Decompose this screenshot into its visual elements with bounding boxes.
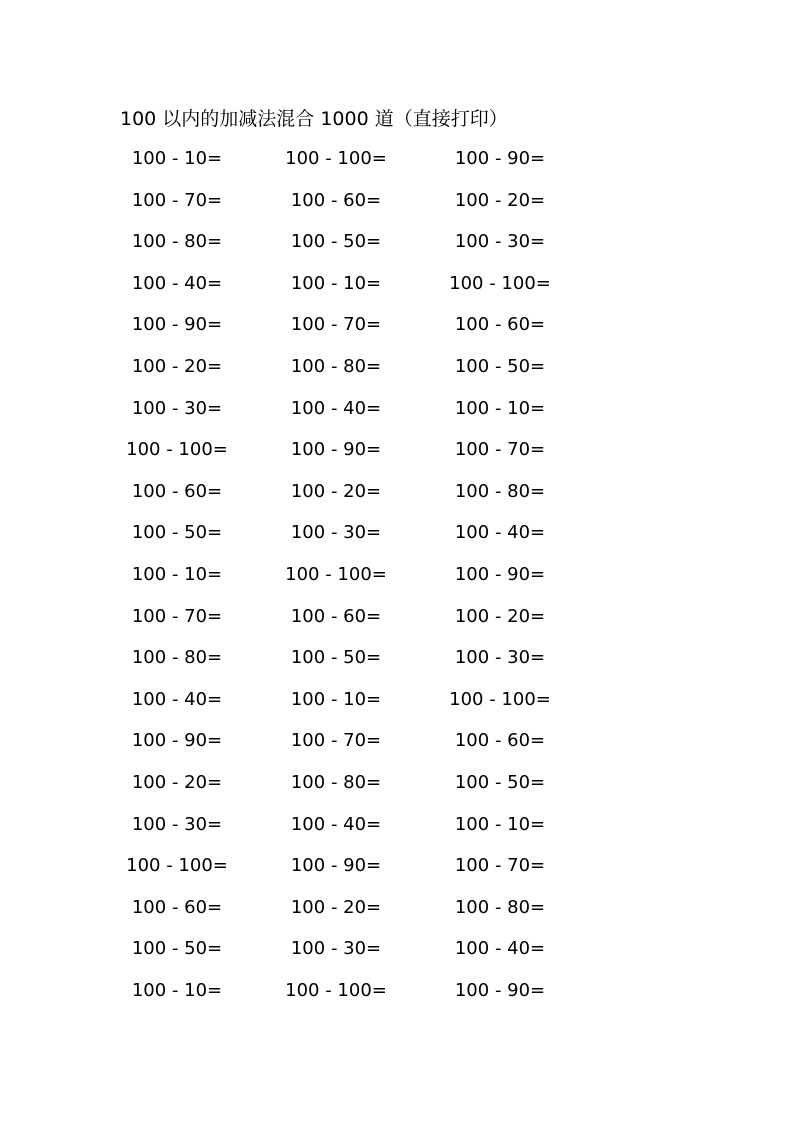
problem-row <box>0 895 794 937</box>
problem-cell: 100 - 80= <box>131 647 223 669</box>
problem-cell: 100 - 80= <box>131 231 223 253</box>
problem-row <box>0 645 794 687</box>
problem-cell: 100 - 40= <box>454 522 546 544</box>
problem-cell: 100 - 60= <box>454 730 546 752</box>
problem-cell: 100 - 90= <box>131 314 223 336</box>
problem-cell: 100 - 20= <box>131 355 223 377</box>
problem-row <box>0 687 794 729</box>
problem-cell: 100 - 100= <box>126 855 228 877</box>
problem-grid <box>0 146 794 1019</box>
problem-cell: 100 - 70= <box>131 605 223 627</box>
problem-cell: 100 - 100= <box>285 148 387 169</box>
problem-row <box>0 354 794 396</box>
problem-cell: 100 - 30= <box>131 813 223 835</box>
problem-row <box>0 479 794 521</box>
problem-cell: 100 - 60= <box>454 314 546 336</box>
problem-row <box>0 520 794 562</box>
problem-cell: 100 - 100= <box>449 688 551 710</box>
problem-row <box>0 271 794 313</box>
problem-cell: 100 - 100= <box>285 979 387 1001</box>
problem-cell: 100 - 10= <box>131 563 223 585</box>
problem-cell: 100 - 90= <box>454 979 546 1001</box>
problem-cell: 100 - 90= <box>290 439 382 461</box>
problem-cell: 100 - 50= <box>454 771 546 793</box>
problem-cell: 100 - 30= <box>290 938 382 960</box>
problem-cell: 100 - 20= <box>454 605 546 627</box>
problem-row <box>0 728 794 770</box>
problem-cell: 100 - 30= <box>454 647 546 669</box>
problem-cell: 100 - 20= <box>131 771 223 793</box>
problem-cell: 100 - 90= <box>290 855 382 877</box>
problem-row <box>0 396 794 438</box>
problem-row <box>0 312 794 354</box>
problem-cell: 100 - 50= <box>454 355 546 377</box>
problem-cell: 100 - 20= <box>290 896 382 918</box>
problem-row <box>0 604 794 646</box>
problem-cell: 100 - 10= <box>131 148 223 169</box>
problem-row <box>0 936 794 978</box>
problem-cell: 100 - 60= <box>131 896 223 918</box>
problem-cell: 100 - 80= <box>290 771 382 793</box>
problem-row <box>0 437 794 479</box>
problem-row <box>0 853 794 895</box>
problem-cell: 100 - 100= <box>449 272 551 294</box>
problem-cell: 100 - 50= <box>131 522 223 544</box>
problem-cell: 100 - 60= <box>290 605 382 627</box>
problem-cell: 100 - 40= <box>454 938 546 960</box>
problem-cell: 100 - 50= <box>290 647 382 669</box>
problem-cell: 100 - 20= <box>454 189 546 211</box>
problem-cell: 100 - 100= <box>126 439 228 461</box>
problem-cell: 100 - 10= <box>290 688 382 710</box>
problem-cell: 100 - 40= <box>290 397 382 419</box>
problem-cell: 100 - 50= <box>290 231 382 253</box>
problem-cell: 100 - 10= <box>454 397 546 419</box>
problem-row <box>0 229 794 271</box>
problem-cell: 100 - 90= <box>454 148 546 169</box>
problem-cell: 100 - 10= <box>290 272 382 294</box>
problem-cell: 100 - 80= <box>290 355 382 377</box>
problem-cell: 100 - 70= <box>290 730 382 752</box>
problem-cell: 100 - 10= <box>131 979 223 1001</box>
page-title: 100 以内的加减法混合 1000 道（直接打印） <box>120 108 508 130</box>
problem-cell: 100 - 30= <box>454 231 546 253</box>
problem-cell: 100 - 80= <box>454 480 546 502</box>
problem-cell: 100 - 10= <box>454 813 546 835</box>
problem-cell: 100 - 70= <box>290 314 382 336</box>
problem-cell: 100 - 40= <box>131 688 223 710</box>
problem-row <box>0 812 794 854</box>
problem-cell: 100 - 30= <box>131 397 223 419</box>
problem-cell: 100 - 90= <box>454 563 546 585</box>
problem-cell: 100 - 60= <box>290 189 382 211</box>
problem-cell: 100 - 40= <box>131 272 223 294</box>
problem-cell: 100 - 70= <box>454 439 546 461</box>
problem-cell: 100 - 90= <box>131 730 223 752</box>
problem-cell: 100 - 40= <box>290 813 382 835</box>
problem-cell: 100 - 80= <box>454 896 546 918</box>
problem-cell: 100 - 20= <box>290 480 382 502</box>
problem-cell: 100 - 70= <box>454 855 546 877</box>
problem-row <box>0 562 794 604</box>
problem-row <box>0 146 794 188</box>
problem-cell: 100 - 30= <box>290 522 382 544</box>
problem-cell: 100 - 70= <box>131 189 223 211</box>
problem-row <box>0 978 794 1020</box>
problem-cell: 100 - 100= <box>285 563 387 585</box>
problem-row <box>0 188 794 230</box>
problem-row <box>0 770 794 812</box>
problem-cell: 100 - 60= <box>131 480 223 502</box>
problem-cell: 100 - 50= <box>131 938 223 960</box>
